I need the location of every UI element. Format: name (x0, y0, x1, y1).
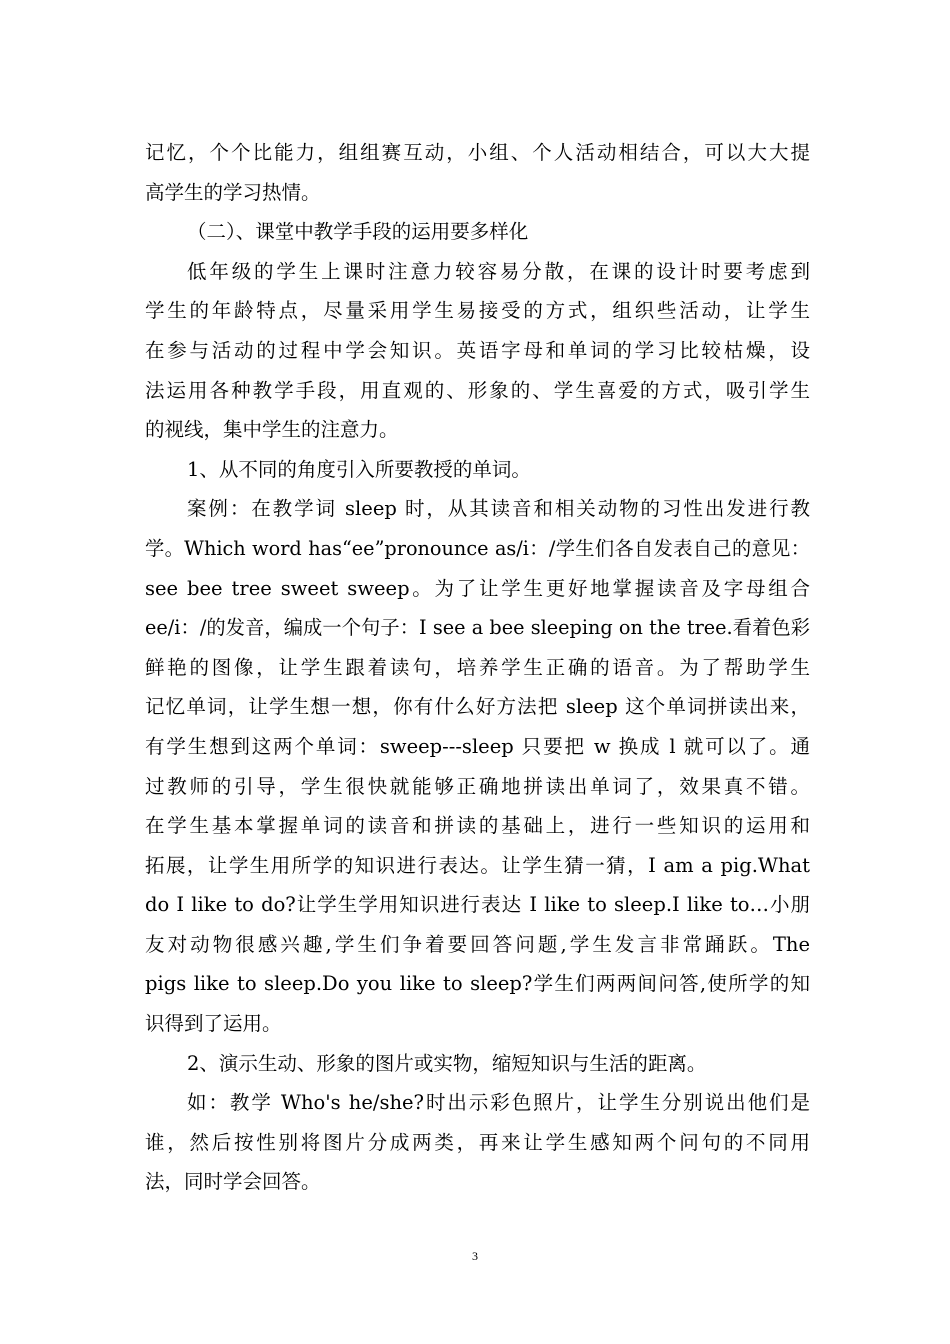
text-line: 记忆，个个比能力，组组赛互动，小组、个人活动相结合，可以大大提 (145, 141, 810, 164)
text-line: 在参与活动的过程中学会知识。英语字母和单词的学习比较枯燥，设 (145, 338, 810, 362)
text-line: 的视线，集中学生的注意力。 (145, 418, 399, 442)
text-line: do I like to do?让学生学用知识进行表达 I like to sleep.I like to…小朋 (145, 893, 810, 917)
page-number: 3 (472, 1249, 478, 1263)
text-line: 识得到了运用。 (145, 1012, 282, 1036)
text-line: 拓展，让学生用所学的知识进行表达。让学生猜一猜，I am a pig.What (145, 853, 810, 877)
text-line: 学生的年龄特点，尽量采用学生易接受的方式，组织些活动，让学生 (145, 299, 810, 323)
text-line: （二）、课堂中教学手段的运用要多样化 (187, 220, 529, 244)
text-line: 友对动物很感兴趣,学生们争着要回答问题,学生发言非常踊跃。The (145, 932, 810, 956)
text-line: 法运用各种教学手段，用直观的、形象的、学生喜爱的方式，吸引学生 (145, 378, 810, 402)
text-line: 如：教学 Who's he/she?时出示彩色照片，让学生分别说出他们是 (187, 1091, 810, 1115)
text-line: 记忆单词，让学生想一想，你有什么好方法把 sleep 这个单词拼读出来， (145, 695, 810, 719)
text-line: 法，同时学会回答。 (145, 1170, 321, 1194)
body-text (145, 133, 810, 1202)
text-line: 谁，然后按性别将图片分成两类，再来让学生感知两个问句的不同用 (145, 1130, 810, 1154)
text-line: ee/i：/的发音，编成一个句子：I see a bee sleeping on the tree.看着色彩 (145, 616, 810, 640)
text-line: 有学生想到这两个单词：sweep---sleep 只要把 w 换成 l 就可以了。通 (145, 734, 810, 758)
text-line: see bee tree sweet sweep。为了让学生更好地掌握读音及字母组合 (145, 576, 810, 600)
text-line: 在学生基本掌握单词的读音和拼读的基础上，进行一些知识的运用和 (145, 814, 810, 838)
text-line: 学。Which word has“ee”pronounce as/i：/学生们各自发表自己的意见： (145, 536, 810, 560)
text-line: pigs like to sleep.Do you like to sleep?学生们两两间问答,使所学的知 (145, 972, 810, 996)
text-line: 鲜艳的图像，让学生跟着读句，培养学生正确的语音。为了帮助学生 (145, 655, 810, 679)
text-line: 低年级的学生上课时注意力较容易分散，在课的设计时要考虑到 (187, 259, 810, 283)
text-line: 过教师的引导，学生很快就能够正确地拼读出单词了，效果真不错。 (145, 774, 810, 798)
text-line: 案例：在教学词 sleep 时，从其读音和相关动物的习性出发进行教 (187, 497, 810, 521)
text-line: 高学生的学习热情。 (145, 180, 321, 204)
text-line: 1、从不同的角度引入所要教授的单词。 (187, 457, 531, 481)
text-line: 2、演示生动、形象的图片或实物，缩短知识与生活的距离。 (187, 1051, 707, 1075)
